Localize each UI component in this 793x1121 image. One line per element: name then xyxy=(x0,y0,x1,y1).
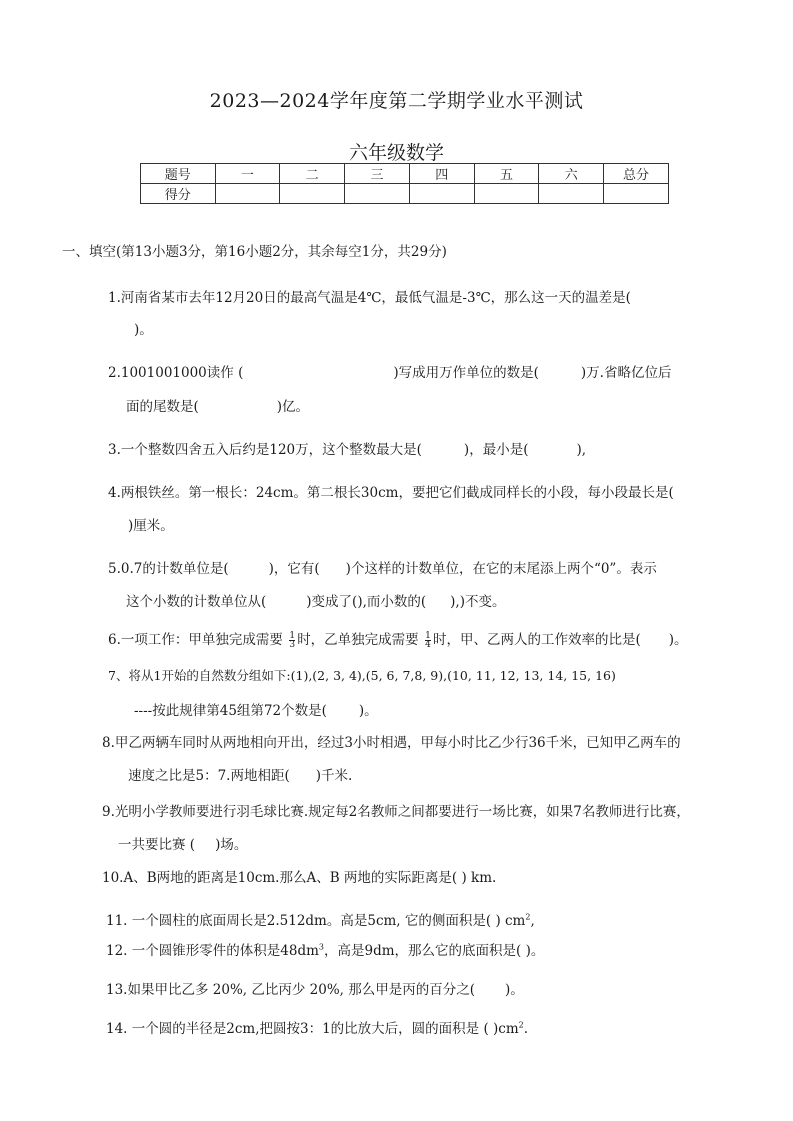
question-8-line1: 8.甲乙两辆车同时从两地相向开出，经过3小时相遇，甲每小时比乙少行36千米，已知甲乙两车的 xyxy=(102,735,681,751)
question-9-line1: 9.光明小学教师要进行羽毛球比赛.规定每2名教师之间都要进行一场比赛，如果7名教师进行比赛， xyxy=(102,804,690,820)
superscript: 3 xyxy=(318,942,324,952)
score-header-cell: 四 xyxy=(409,164,474,184)
question-11 xyxy=(106,909,535,929)
question-6-part-c: 时，甲、乙两人的工作效率的比是( xyxy=(432,632,641,648)
question-4-line2: )厘米。 xyxy=(128,518,174,534)
score-header-cell: 五 xyxy=(474,164,539,184)
superscript: 2 xyxy=(518,1020,524,1030)
score-cell xyxy=(409,184,474,204)
question-5-line2-c: ),)不变。 xyxy=(450,594,506,610)
question-5-part-b: )，它有( xyxy=(268,561,320,577)
score-cell xyxy=(539,184,604,204)
question-3-part-a: 3.一个整数四舍五入后约是120万，这个整数最大是( xyxy=(108,442,422,458)
question-2-line2-b: )亿。 xyxy=(276,399,310,415)
score-cell xyxy=(280,184,345,204)
fraction-denominator: 4 xyxy=(425,640,431,650)
question-14-part-b: . xyxy=(523,1021,529,1037)
question-6-part-a: 6.一项工作：甲单独完成需要 xyxy=(108,632,283,648)
question-13 xyxy=(106,978,524,998)
score-header-cell: 一 xyxy=(215,164,280,184)
question-3 xyxy=(108,438,586,458)
score-cell xyxy=(345,184,410,204)
question-9-line2-a: 一共要比赛 ( xyxy=(118,837,196,853)
question-10: 10.A、B两地的距离是10cm.那么A、B 两地的实际距离是( ) km. xyxy=(102,870,497,886)
score-cell xyxy=(215,184,280,204)
score-header-cell: 题号 xyxy=(141,164,216,184)
question-2-part-b: )写成用万作单位的数是( xyxy=(393,365,539,381)
question-3-part-b: )，最小是( xyxy=(463,442,529,458)
score-cell xyxy=(474,184,539,204)
question-3-part-c: ), xyxy=(576,442,587,458)
score-table-header-row xyxy=(141,164,669,184)
fraction-numerator: 1 xyxy=(425,631,431,641)
question-12-part-b: ，高是9dm，那么它的底面积是( )。 xyxy=(323,943,545,959)
question-8-line2-a: 速度之比是5：7.两地相距( xyxy=(128,768,290,784)
exam-subtitle: 六年级数学 xyxy=(348,142,444,164)
question-5-line2-a: 这个小数的计数单位从( xyxy=(126,594,267,610)
question-9-line2 xyxy=(118,833,247,853)
question-14-part-a: 14. 一个圆的半径是2cm,把圆按3：1的比放大后，圆的面积是 ( )cm xyxy=(106,1021,519,1037)
score-header-cell: 总分 xyxy=(604,164,669,184)
fraction-numerator: 1 xyxy=(289,631,296,641)
question-2-line2-a: 面的尾数是( xyxy=(126,399,199,415)
question-7-line1: 7、将从1开始的自然数分组如下:(1),(2, 3, 4),(5, 6, 7,8, 9),(10, 11, 12, 13, 14, 15, 16) xyxy=(108,668,616,683)
question-5-line1 xyxy=(108,557,657,577)
question-8-line2 xyxy=(128,764,352,784)
score-header-cell: 三 xyxy=(345,164,410,184)
question-4-line1: 4.两根铁丝。第一根长：24cm。第二根长30cm，要把它们截成同样长的小段，每小段最长是( xyxy=(108,485,674,501)
question-7-line2-a: ----按此规律第45组第72个数是( xyxy=(134,703,327,719)
score-header-cell: 二 xyxy=(280,164,345,184)
exam-title: 2023—2024学年度第二学期学业水平测试 xyxy=(209,90,584,112)
question-2-part-c: )万.省略亿位后 xyxy=(580,365,672,381)
question-2-part-a: 2.1001001000读作 ( xyxy=(108,365,244,381)
question-2-line2 xyxy=(126,395,309,415)
score-row-label: 得分 xyxy=(141,184,216,204)
question-2-line1 xyxy=(108,361,671,381)
question-6-part-d: )。 xyxy=(668,632,688,648)
question-5-line2 xyxy=(126,590,505,610)
question-12-part-a: 12. 一个圆锥形零件的体积是48dm xyxy=(106,943,319,959)
superscript: 2 xyxy=(525,912,531,922)
section-heading: 一、填空(第13小题3分，第16小题2分，其余每空1分，共29分) xyxy=(62,244,447,260)
question-9-line2-b: )场。 xyxy=(215,837,248,853)
score-table-score-row xyxy=(141,184,669,204)
question-7-line2 xyxy=(134,699,378,719)
score-table xyxy=(140,163,669,204)
question-5-line2-b: )变成了(),而小数的( xyxy=(306,594,427,610)
question-13-part-b: )。 xyxy=(505,982,524,998)
question-7-line2-b: )。 xyxy=(358,703,378,719)
fraction-one-quarter xyxy=(425,632,431,649)
question-11-part-a: 11. 一个圆柱的底面周长是2.512dm。高是5cm, 它的侧面积是( ) cm xyxy=(106,913,526,929)
question-5-part-a: 5.0.7的计数单位是( xyxy=(108,561,229,577)
question-6-part-b: 时，乙单独完成需要 xyxy=(297,632,419,648)
question-11-part-b: , xyxy=(530,913,535,929)
question-12 xyxy=(106,939,544,959)
fraction-denominator: 3 xyxy=(289,640,296,650)
question-8-line2-b: )千米. xyxy=(315,768,353,784)
question-14 xyxy=(106,1017,528,1037)
fraction-one-third xyxy=(289,632,295,649)
question-5-part-c: )个这样的计数单位，在它的末尾添上两个“0”。表示 xyxy=(345,561,657,577)
question-1-line2: )。 xyxy=(134,322,153,338)
score-header-cell: 六 xyxy=(539,164,604,184)
question-1-line1: 1.河南省某市去年12月20日的最高气温是4℃，最低气温是-3℃，那么这一天的温差是( xyxy=(108,290,631,306)
score-cell xyxy=(604,184,669,204)
question-13-part-a: 13.如果甲比乙多 20%, 乙比丙少 20%, 那么甲是丙的百分之( xyxy=(106,982,475,998)
question-6 xyxy=(108,628,688,649)
